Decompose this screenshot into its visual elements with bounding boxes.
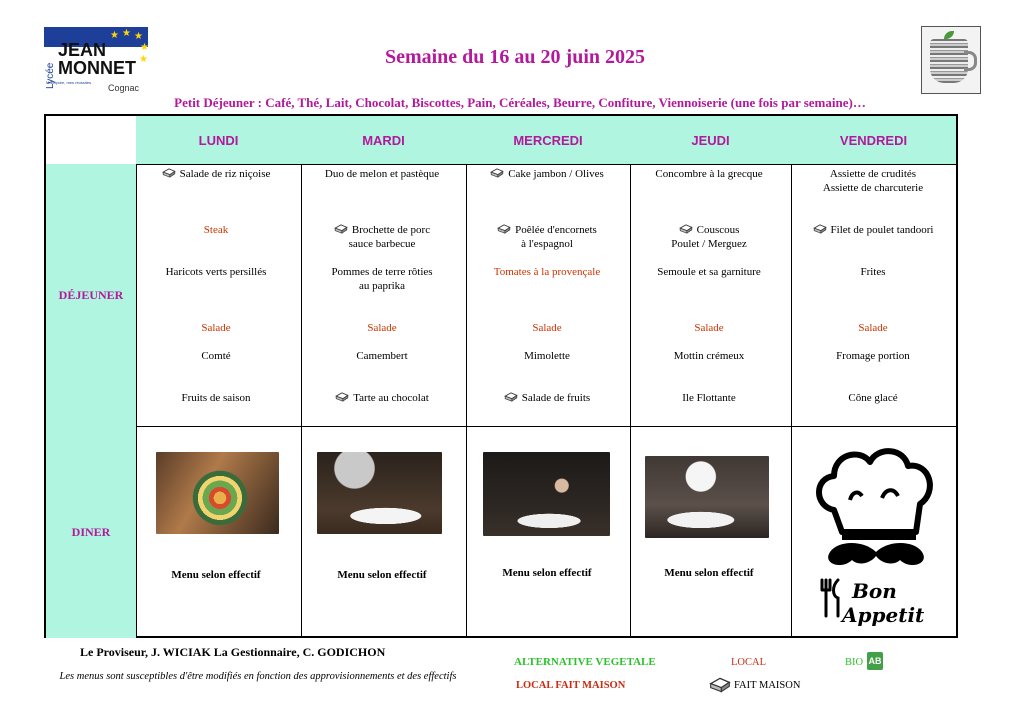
breakfast-line: Petit Déjeuner : Café, Thé, Lait, Chocolat, Biscottes, Pain, Céréales, Beurre, Confiture, Viennoiserie (une fois par semaine)… — [174, 95, 866, 110]
dish-side-tuesday: Pommes de terre rôties au paprika — [331, 266, 433, 292]
dinner-caption-wednesday: Menu selon effectif — [502, 567, 592, 579]
dish-side-thursday: Semoule et sa garniture — [657, 266, 761, 278]
bon-text: Bon — [852, 579, 897, 603]
food-photo-tuesday — [317, 452, 442, 534]
dinner-caption-tuesday: Menu selon effectif — [337, 569, 427, 581]
legend-organic: BIO — [845, 657, 864, 668]
food-photo-monday — [156, 452, 279, 534]
homemade-icon — [162, 168, 176, 178]
logo-tagline: Mon lycée, mes réussites — [46, 80, 92, 85]
dish-starter-wednesday: Cake jambon / Olives — [467, 167, 627, 181]
dish-main-thursday: Couscous Poulet / Merguez — [671, 224, 747, 250]
logo-vertical-text: Lycée — [45, 62, 56, 89]
dish-dessert-thursday: Ile Flottante — [682, 392, 736, 404]
dish-main-monday: Steak — [203, 224, 229, 236]
dish-side-monday: Haricots verts persillés — [165, 266, 267, 278]
legend-local: LOCAL — [731, 657, 766, 668]
dish-cheese-tuesday: Camembert — [356, 350, 408, 362]
dish-dessert-wednesday: Salade de fruits — [467, 391, 627, 405]
dish-cheese-wednesday: Mimolette — [524, 350, 570, 362]
star-icon: ★ — [134, 31, 143, 42]
legend-homemade: FAIT MAISON — [734, 680, 801, 691]
day-header-thursday: JEUDI — [630, 116, 792, 165]
logo-line1: JEAN — [58, 40, 107, 60]
dish-cheese-friday: Fromage portion — [836, 350, 910, 362]
dinner-caption-monday: Menu selon effectif — [171, 569, 261, 581]
food-photo-wednesday — [483, 452, 610, 536]
disclaimer-note: Les menus sont susceptibles d'être modifiés en fonction des approvisionnements et des effectifs — [59, 671, 457, 682]
star-icon: ★ — [110, 30, 119, 41]
homemade-icon — [504, 392, 518, 402]
homemade-icon — [813, 224, 827, 234]
dish-salad-thursday: Salade — [694, 322, 724, 334]
row-header-dinner: DINER — [46, 426, 137, 638]
row-header-lunch: DÉJEUNER — [46, 164, 137, 427]
star-icon: ★ — [140, 42, 149, 53]
legend-local-homemade: LOCAL FAIT MAISON — [516, 680, 626, 691]
dish-dessert-monday: Fruits de saison — [181, 392, 251, 404]
dish-starter-tuesday: Duo de melon et pastèque — [324, 168, 440, 180]
dish-salad-wednesday: Salade — [532, 322, 562, 334]
lunch-cell-tuesday — [301, 164, 467, 427]
dish-dessert-friday: Cône glacé — [848, 392, 898, 404]
dinner-caption-thursday: Menu selon effectif — [664, 567, 754, 579]
coffee-wordcloud-image — [921, 26, 981, 94]
dish-main-friday: Filet de poulet tandoori — [793, 223, 953, 237]
dish-starter-thursday: Concombre à la grecque — [655, 168, 763, 180]
dish-starter-monday: Salade de riz niçoise — [141, 167, 291, 181]
appetit-text: Appetit — [842, 603, 925, 627]
signatures: Le Proviseur, J. WICIAK La Gestionnaire, C. GODICHON — [80, 645, 386, 659]
star-icon: ★ — [139, 54, 148, 65]
corner-cell — [46, 116, 137, 165]
dish-main-wednesday: Poêlée d'encornets à l'espagnol — [467, 223, 627, 251]
dish-salad-friday: Salade — [858, 322, 888, 334]
cup-handle — [964, 51, 977, 71]
lunch-cell-monday — [136, 164, 302, 427]
homemade-icon — [497, 224, 511, 234]
star-icon: ★ — [122, 28, 131, 39]
lunch-cell-wednesday — [466, 164, 631, 427]
logo-city: Cognac — [108, 83, 140, 93]
legend-vegetarian: ALTERNATIVE VEGETALE — [514, 656, 656, 668]
dish-starter-friday: Assiette de crudités Assiette de charcuterie — [822, 168, 924, 194]
homemade-icon — [709, 677, 731, 693]
food-photo-thursday — [645, 456, 769, 538]
logo-line2: MONNET — [58, 58, 136, 78]
homemade-icon — [490, 168, 504, 178]
day-header-monday: LUNDI — [136, 116, 302, 165]
day-header-tuesday: MARDI — [301, 116, 467, 165]
dish-cheese-thursday: Mottin crémeux — [673, 350, 745, 362]
homemade-icon — [679, 224, 693, 234]
organic-ab-icon: AB — [867, 652, 883, 670]
dish-salad-tuesday: Salade — [367, 322, 397, 334]
cup-icon — [930, 39, 968, 83]
school-logo — [44, 27, 152, 93]
homemade-icon — [334, 224, 348, 234]
dish-side-wednesday: Tomates à la provençale — [493, 266, 601, 278]
dish-dessert-tuesday: Tarte au chocolat — [302, 391, 462, 405]
day-header-friday: VENDREDI — [791, 116, 956, 165]
bon-appetit-chef-illustration — [812, 440, 942, 628]
page-title: Semaine du 16 au 20 juin 2025 — [384, 46, 646, 68]
homemade-icon — [335, 392, 349, 402]
dish-side-friday: Frites — [860, 266, 886, 278]
lunch-cell-friday — [791, 164, 956, 427]
lunch-cell-thursday — [630, 164, 792, 427]
day-header-wednesday: MERCREDI — [466, 116, 631, 165]
dish-cheese-monday: Comté — [201, 350, 231, 362]
leaf-icon — [944, 31, 954, 39]
dish-main-tuesday: Brochette de porc sauce barbecue — [302, 223, 462, 251]
dish-salad-monday: Salade — [201, 322, 231, 334]
